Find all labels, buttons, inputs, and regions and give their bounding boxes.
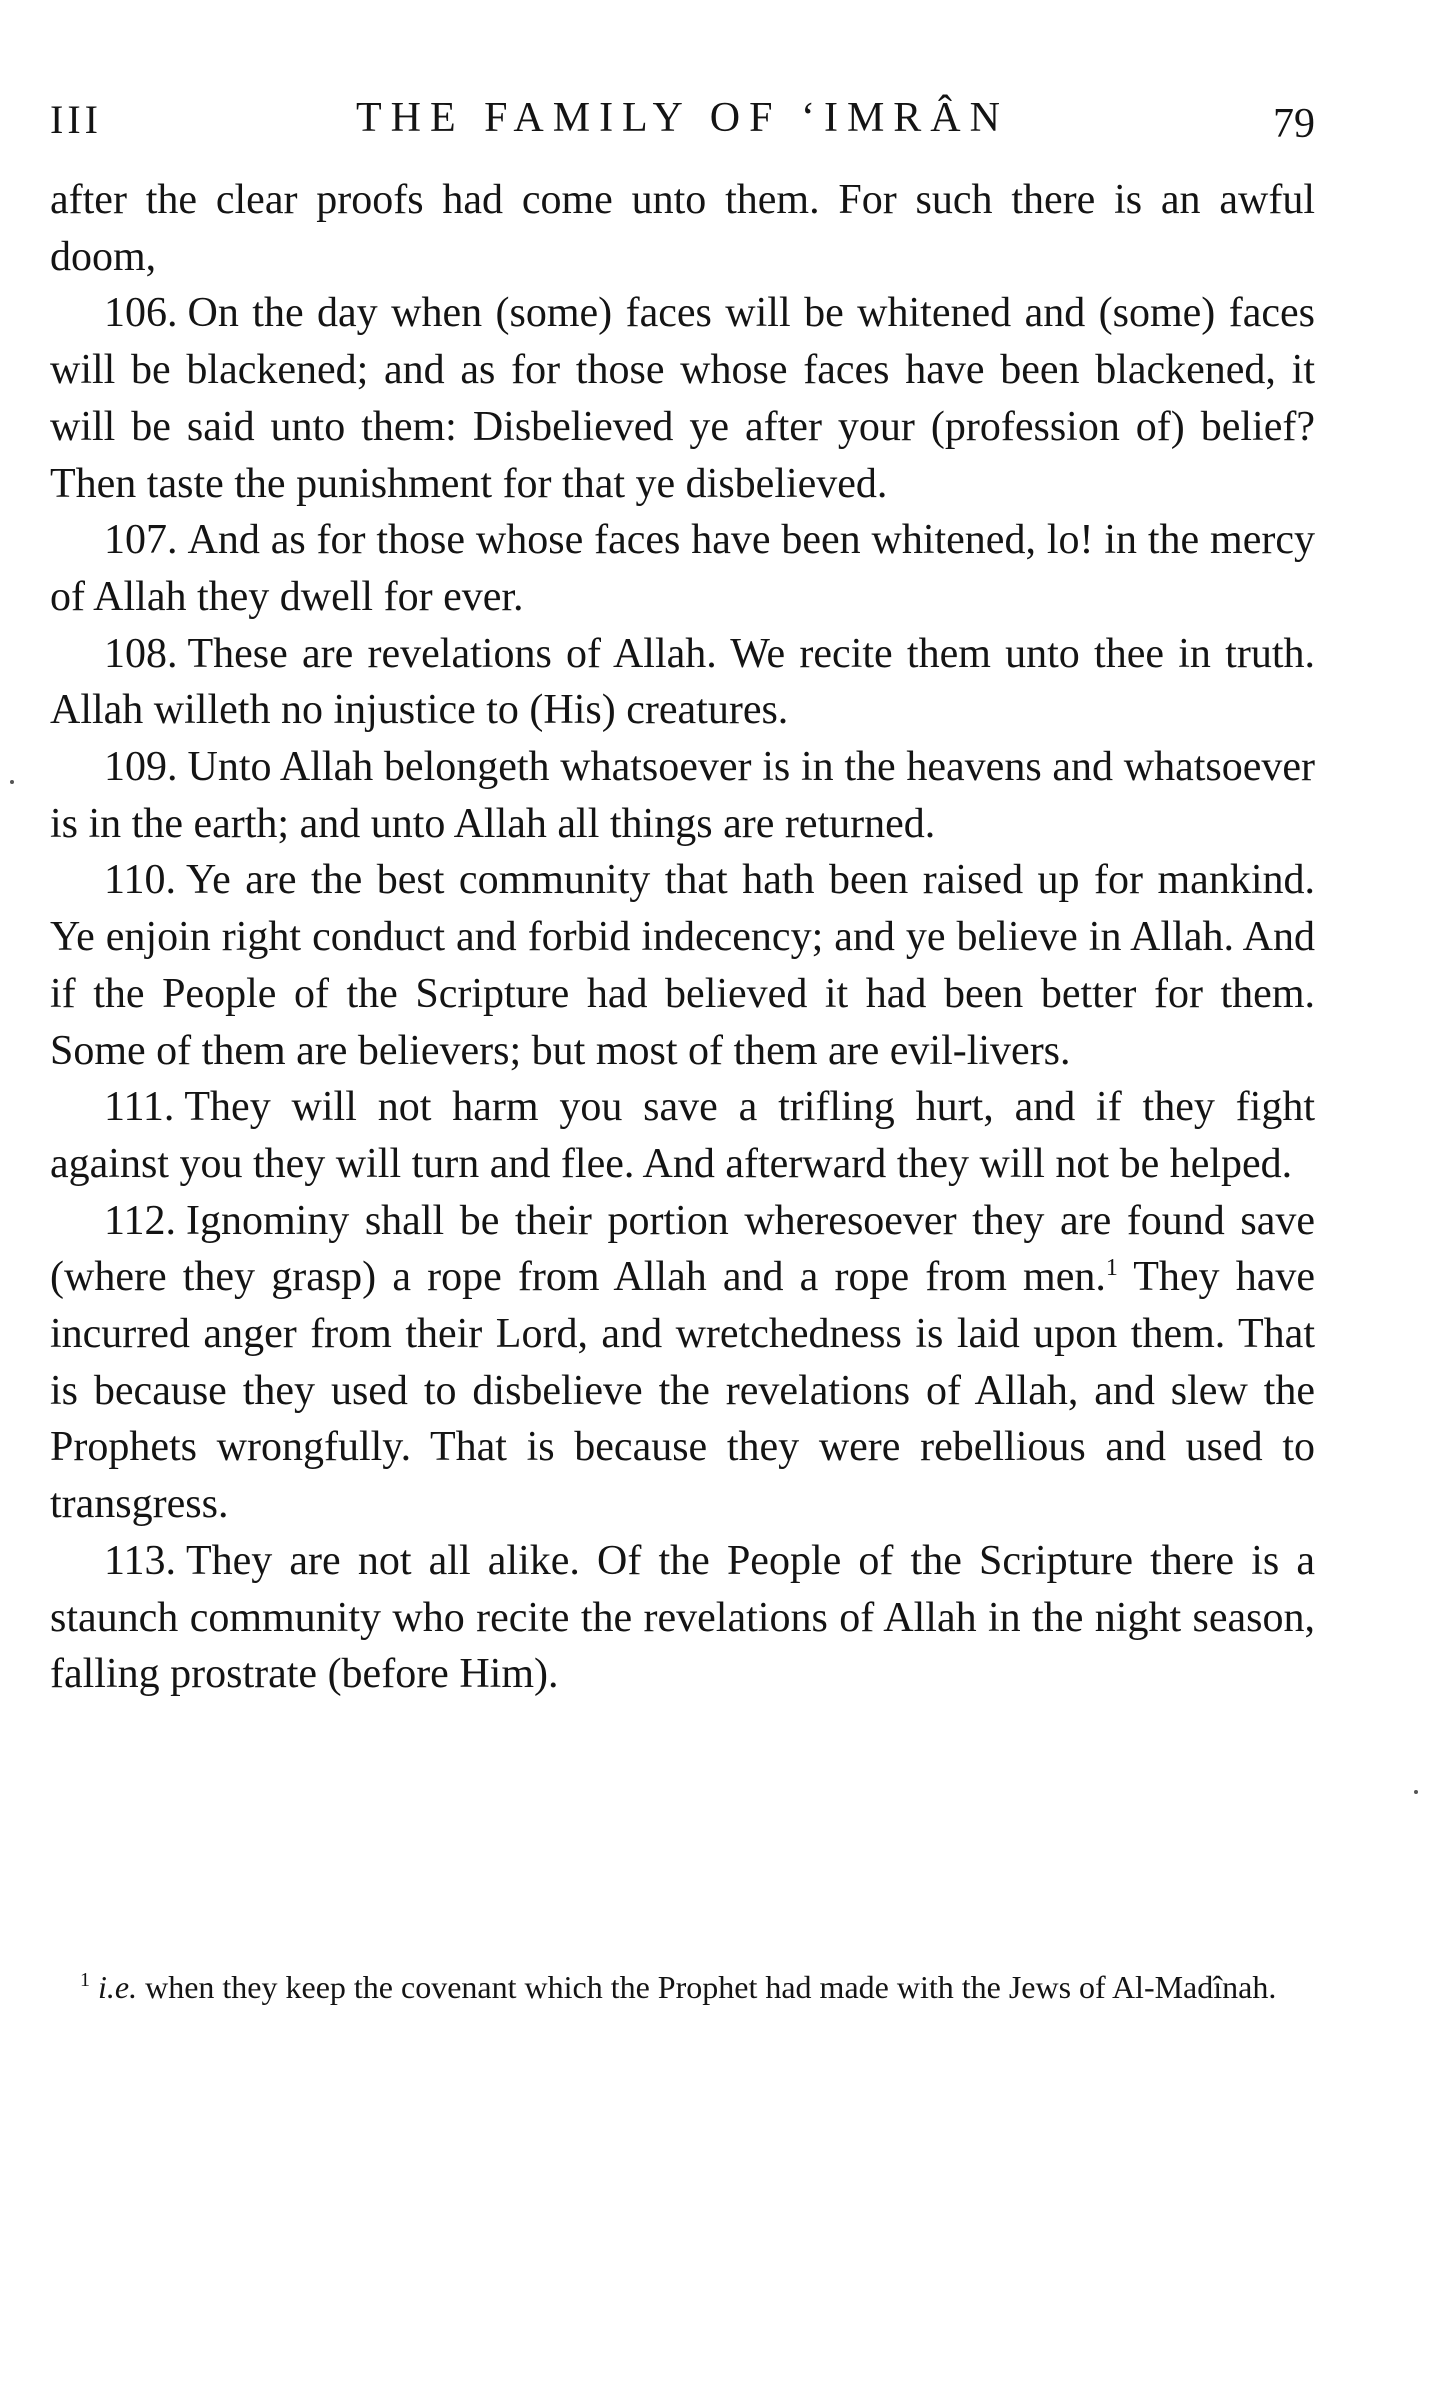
verse-body: They will not harm you save a trifling hurt, and if they fight against you they will turn and flee. And afterward they will not be helped. [50, 1084, 1315, 1187]
footnote-paragraph [50, 1968, 1315, 2006]
scan-speck [1414, 1790, 1418, 1794]
verse-111 [50, 1079, 1315, 1192]
verse-body: These are revelations of Allah. We recite them unto thee in truth. Allah willeth no injustice to (His) creatures. [50, 630, 1315, 734]
page-title: THE FAMILY OF ‘IMRÂN [356, 95, 1009, 141]
paragraph-continuation [50, 172, 1315, 285]
running-head [50, 90, 1315, 150]
page-number: 79 [1273, 101, 1315, 147]
footnote [50, 1968, 1315, 2006]
verse-body: And as for those whose faces have been whitened, lo! in the mercy of Allah they dwell for ever. [50, 517, 1315, 620]
verse-body: Ignominy shall be their portion wheresoever they are found save (where they grasp) a rope from Allah and a rope from men. [50, 1197, 1315, 1301]
verse-107 [50, 512, 1315, 625]
verse-number: 113. [104, 1537, 176, 1584]
verse-number: 107. [104, 517, 178, 564]
scan-speck [10, 780, 14, 784]
verse-body: Ye are the best community that hath been raised up for mankind. Ye enjoin right conduct and forbid indecency; and ye believe in Allah. And if the People of the Scripture had believed it had been better for them. Some of them are believers; but most of them are evil-livers. [50, 857, 1315, 1074]
paragraph-text: after the clear proofs had come unto them. For such there is an awful doom, [50, 177, 1315, 280]
verse-number: 108. [104, 630, 178, 677]
verse-112 [50, 1193, 1315, 1533]
verse-number: 112. [104, 1197, 176, 1244]
verse-110 [50, 852, 1315, 1079]
verse-109 [50, 739, 1315, 852]
verse-text [50, 172, 1315, 1703]
verse-number: 111. [104, 1084, 175, 1131]
verse-body: They are not all alike. Of the People of the Scripture there is a staunch community who recite the revelations of Allah in the night season, falling prostrate (before Him). [50, 1537, 1315, 1698]
verse-number: 109. [104, 744, 178, 791]
verse-number: 106. [104, 290, 178, 337]
footnote-mark: 1 [80, 1969, 90, 1992]
verse-body: On the day when (some) faces will be whitened and (some) faces will be blackened; and as for those whose faces have been blackened, it will be said unto them: Disbelieved ye after your (profession of) belief? Then taste the punishment for that ye disbelieved. [50, 290, 1315, 507]
verse-body: Unto Allah belongeth whatsoever is in the heavens and whatsoever is in the earth; and unto Allah all things are returned. [50, 744, 1315, 847]
footnote-text: when they keep the covenant which the Prophet had made with the Jews of Al-Madînah. [145, 1969, 1277, 2005]
verse-113 [50, 1533, 1315, 1703]
footnote-abbreviation: i.e. [98, 1969, 138, 2005]
verse-number: 110. [104, 857, 176, 904]
verse-108 [50, 626, 1315, 739]
verse-106 [50, 285, 1315, 512]
footnote-reference[interactable]: 1 [1105, 1255, 1118, 1282]
chapter-number: III [50, 97, 102, 142]
verse-body-continued: They have incurred anger from their Lord, and wretchedness is laid upon them. That is because they used to disbelieve the revelations of Allah, and slew the Prophets wrongfully. That is because they were rebellious and used to transgress. [50, 1254, 1315, 1528]
